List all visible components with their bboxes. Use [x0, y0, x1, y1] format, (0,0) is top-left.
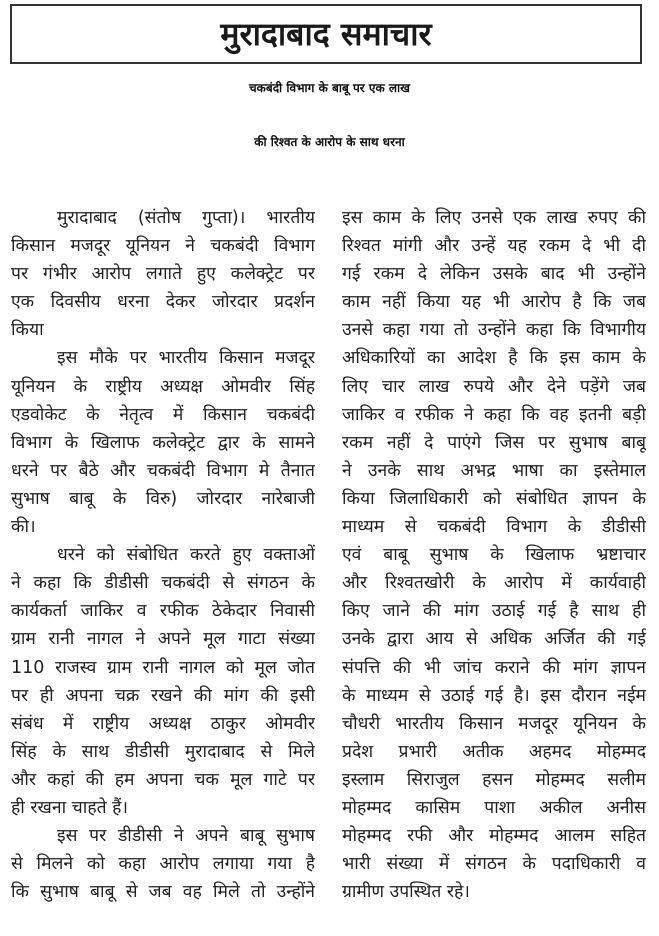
article-line: इस पर डीडीसी ने अपने बाबू सुभाष [57, 826, 315, 847]
article-line: रिश्वत मांगी और उन्हें यह रकम दे भी दी [342, 236, 646, 257]
article-line: धरने पर बैठे और चकबंदी विभाग मे तैनात [11, 460, 315, 481]
article-line: सिंह के साथ डीडीसी मुरादाबाद से मिले [11, 741, 315, 762]
article-line: भारी संख्या में संगठन के पदाधिकारी व [342, 854, 646, 875]
article-line: मोहम्मद रफी और मोहम्मद आलम सहित [342, 826, 646, 847]
article-line: धरने को संबोधित करते हुए वक्ताओं [57, 545, 315, 566]
article-line: एडवोकेट के नेतृत्व में किसान चकबंदी [11, 404, 315, 425]
article-line: किए जाने की मांग उठाई गई है साथ ही [342, 601, 646, 622]
article-column-right [342, 204, 646, 906]
article-line: ही रखना चाहते हैं। [11, 797, 129, 818]
article-line: उनसे कहा गया तो उन्होंने कहा कि विभागीय [342, 320, 646, 341]
article-line: माध्यम से चकबंदी विभाग के डीडीसी [342, 517, 646, 538]
article-line: विभाग के खिलाफ कलेक्ट्रेट द्वार के सामने [11, 432, 315, 453]
article-line: संपत्ति की भी जांच कराने की मांग ज्ञापन [342, 657, 646, 678]
article-line: कि सुभाष बाबू से जब वह मिले तो उन्होंने [11, 882, 315, 903]
article-line: जाकिर व रफीक ने कहा कि वह इतनी बड़ी [342, 404, 646, 425]
article-line: किसान मजदूर यूनियन ने चकबंदी विभाग [11, 236, 315, 257]
section-title: मुरादाबाद समाचार [220, 15, 432, 53]
article-line: गई रकम दे लेकिन उसके बाद भी उन्होंने [342, 264, 646, 285]
article-line: ग्रामीण उपस्थित रहे। [342, 882, 470, 903]
article-line: प्रदेश प्रभारी अतीक अहमद मोहम्मद [342, 741, 646, 762]
article-line: के माध्यम से उठाई गई है। इस दौरान नईम [342, 685, 646, 706]
article-line: और रिश्वतखोरी के आरोप में कार्यवाही [342, 573, 646, 594]
article-line: की। [11, 517, 36, 538]
article-line: मोहम्मद कासिम पाशा अकील अनीस [342, 797, 646, 818]
article-line: ने उनके साथ अभद्र भाषा का इस्तेमाल [342, 460, 646, 481]
article-line: अधिकारियों का आदेश है कि इस काम के [342, 348, 646, 369]
article-line: रकम नहीं दे पाएंगे जिस पर सुभाष बाबू [342, 432, 646, 453]
article-line: काम नहीं किया यह भी आरोप है कि जब [342, 292, 646, 313]
article-line: सुभाष बाबू के विरु) जोरदार नारेबाजी [11, 488, 315, 509]
article-line: इस काम के लिए उनसे एक लाख रुपए की [342, 208, 646, 228]
article-line: लिए चार लाख रुपये और देने पड़ेंगे जब [342, 376, 646, 397]
article-line: पर ही अपना चक्र रखने की मांग की इसी [11, 685, 315, 706]
article-line: मुरादाबाद (संतोष गुप्ता)। भारतीय [57, 208, 315, 228]
article-line: ग्राम रानी नागल ने अपने मूल गाटा संख्या [11, 629, 315, 650]
article-column-left [11, 204, 315, 906]
headline-line-2: की रिश्वत के आरोप के साथ धरना [254, 135, 405, 149]
article-line: ने कहा कि डीडीसी चकबंदी से संगठन के [11, 573, 315, 594]
article-line: यूनियन के राष्ट्रीय अध्यक्ष ओमवीर सिंह [11, 376, 315, 397]
article-line: किया [11, 320, 44, 341]
article-line: और कहां की हम अपना चक मूल गाटे पर [11, 769, 315, 790]
article-line: एवं बाबू सुभाष के खिलाफ भ्रष्टाचार [342, 545, 646, 566]
section-header-box [10, 4, 642, 64]
article-line: पर गंभीर आरोप लगाते हुए कलेक्ट्रेट पर [11, 264, 315, 285]
article-line: एक दिवसीय धरना देकर जोरदार प्रदर्शन [11, 292, 315, 313]
article-line: किया जिलाधिकारी को संबोधित ज्ञापन के [342, 488, 646, 509]
article-line: कार्यकर्ता जाकिर व रफीक ठेकेदार निवासी [11, 601, 315, 622]
article-line: उनके द्वारा आय से अधिक अर्जित की गई [342, 629, 646, 650]
article-line: 110 राजस्व ग्राम रानी नागल को मूल जोत [11, 657, 315, 678]
article-line: इस्लाम सिराजुल हसन मोहम्मद सलीम [342, 769, 646, 790]
article-line: संबंध में राष्ट्रीय अध्यक्ष ठाकुर ओमवीर [11, 713, 315, 734]
headline-line-1: चकबंदी विभाग के बाबू पर एक लाख [249, 81, 410, 95]
article-line: चौधरी भारतीय किसान मजदूर यूनियन के [342, 713, 646, 734]
article-line: इस मौके पर भारतीय किसान मजदूर [57, 348, 315, 369]
article-line: से मिलने को कहा आरोप लगाया गया है [11, 854, 315, 875]
